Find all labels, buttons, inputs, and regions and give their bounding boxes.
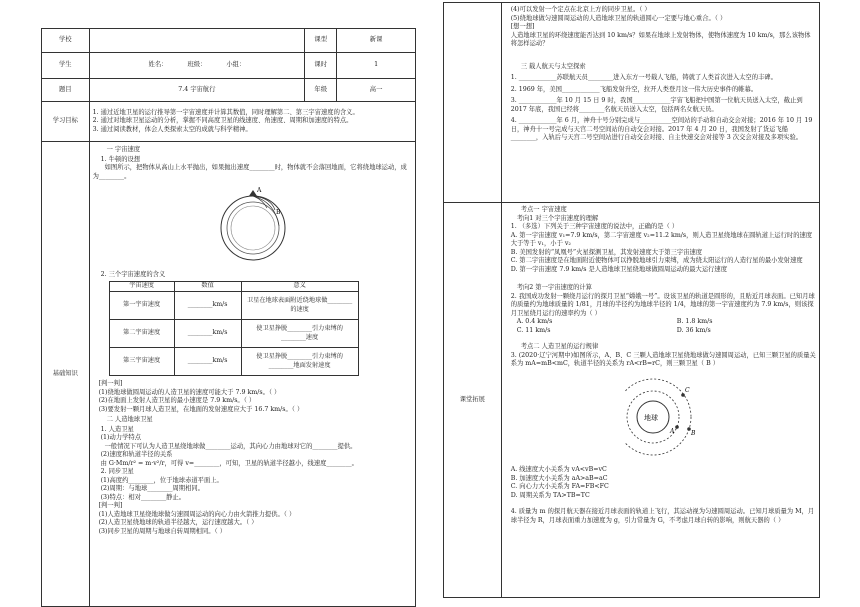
q3-option: B. 加速度大小关系为 aA>aB=aC [510,474,608,482]
q1-stem: 1. （多选）下列关于三种宇宙速度的说法中，正确的是（ ） [510,223,679,230]
q1-option: C. 第二宇宙速度是在地面附近使物体可以挣脱地球引力束缚，成为绕太阳运行的人造行星的最小发射速度 [510,257,803,264]
think-text: 人造地球卫星的环绕速度能否达到 10 km/s？如果在地球上发射物体，使物体速度为 10 km/s，那么该物体将怎样运动？ [510,31,811,47]
q2-options-row [517,327,816,336]
school-label: 学校 [42,29,90,53]
satellite-a-dot [675,425,679,429]
q3-option: A. 线速度大小关系为 vA<vB=vC [510,466,607,473]
q1-option: B. 美国发射的“凤凰号”火星探测卫星，其发射速度大于第三宇宙速度 [510,248,703,256]
course-type-label: 课型 [305,29,337,53]
top-item: (4)可以发射一个定点在北京上方的同步卫星。（ ） [510,6,651,13]
think-title: [想一想] [510,23,535,30]
goal-item: 2. 通过对地球卫星运动的分析，掌握不同高度卫星的线速度、角速度、周期和加速度的特点。 [92,117,353,125]
s3-item: 4. ____________年 6 月，神舟十号分别完成与__________空间站的手动和自动交会对接；2016 年 10 月 19 日，神舟十一号完成与天宫二号空间站的自动交会对接。2017 年 4 月 20 日，我国发射了货运飞船________，入轨后与天宫二号空间站进行自动交会对接、自主快速交会对接等 3 次交会对接及多项实验。 [510,117,813,141]
s1-item2-title: 2. 三个宇宙速度的含义 [100,270,166,278]
q2-option: A. 0.4 km/s [516,318,553,325]
school-value [89,29,305,53]
quiz2-item: (1)人造地球卫星绕地球做匀速圆周运动的向心力由火箭推力提供。（ ） [98,510,296,518]
speed-table-header: 数值 [174,282,241,292]
s3-item: 1. ____________苏联航天员________进入东方一号载人飞船，铸就了人类首次进入太空的丰碑。 [510,74,777,81]
q1-option: A. 第一宇宙速度 v₁=7.9 km/s，第二宇宙速度 v₂=11.2 km/s，则人造卫星绕地球在圆轨道上运行时的速度大于等于 v₁，小于 v₂ [510,231,813,247]
ext-label: 课堂拓展 [444,203,502,598]
s2-item2-line: (2)周期：与地球________周期相同。 [100,485,204,492]
speed-meaning: 使卫星挣脱________引力束缚的________地面发射速度 [241,348,358,376]
course-type-value: 新课 [337,29,416,53]
s2-item1-title: 1. 人造卫星 [100,425,134,433]
q3-stem: 3. (2020·辽宁河期中)如图所示，A、B、C 三颗人造地球卫星绕地球做匀速圆周运动，已知三颗卫星的质量关系为 mA=mB<mC，轨道半径的关系为 rA<rB=rC，则三颗卫星（ B ） [510,351,816,367]
sat-a-label: A [669,427,675,435]
section1-title: 一 宇宙速度 [106,146,141,153]
q2-option: D. 36 km/s [676,326,711,334]
point1-title: 考点一 宇宙速度 [520,206,567,213]
left-page [0,0,416,607]
cosmic-speed-table [109,281,359,376]
s2-sub1-text: 一般情况下可认为人造卫星绕地球做________运动，其向心力由地球对它的________提供。 [104,442,357,450]
s2-sub2: (2)速度和轨道半径的关系 [100,451,173,458]
goals-label: 学习目标 [42,102,90,142]
fig-label-a: A [256,187,261,194]
grade-value: 高一 [337,79,416,102]
topic-value: 7.4 宇宙航行 [89,79,305,102]
right-worksheet-table [443,2,820,598]
speed-name: 第一宇宙速度 [109,292,174,320]
quiz1-item: (2)在地面上发射人造卫星的最小速度是 7.9 km/s。（ ） [98,397,256,404]
quiz1-title: [判一判] [98,380,123,387]
right-top-blank [444,3,502,203]
s3-item: 3. ____________年 10 月 15 日 9 时，我国____________宇宙飞船把中国第一位航天员送入太空，截止到 2017 年底，我国已经将________名航天员送入太空，包括两名女航天员。 [510,97,803,113]
sat-b-label: B [690,429,696,437]
section3-title: 三 载人航天与太空探索 [520,62,586,70]
s2-sub1: (1)动力学特点 [100,434,141,441]
s2-item2-title: 2. 同步卫星 [100,468,134,475]
basics-label: 基础知识 [42,142,90,607]
student-label: 学生 [42,53,90,79]
speed-value: ________km/s [174,292,241,320]
sat-c-label: C [684,386,690,394]
quiz2-item: (3)同步卫星的周期与地球自转周期相同。（ ） [98,527,227,535]
speed-value: ________km/s [174,348,241,376]
quiz2-item: (2)人造卫星绕地球的轨道半径越大，运行速度越大。（ ） [98,519,258,526]
s2-item2-line: (1)高度约________，位于地球赤道平面上。 [100,476,223,484]
grade-label: 年级 [305,79,337,102]
goal-item: 3. 通过阅读教材，体会人类探索太空的成就与科学精神。 [92,125,252,133]
q2-stem: 2. 我国成功发射一颗绕月运行的探月卫星“嫦娥一号”。设该卫星的轨道是圆形的，且贴近月球表面。已知月球的质量约为地球质量的 1/81，月球的半径约为地球半径的 1/4，地球的第一宇宙速度约为 7.9 km/s，则该探月卫星绕月运行的速率约为（ ） [510,292,815,317]
s1-item1-title: 1. 牛顿的设想 [100,155,141,163]
right-page [436,0,860,607]
section2-title: 二 人造地球卫星 [106,416,153,423]
q3-option: C. 向心力大小关系为 FA=FB<FC [510,483,609,490]
point1-sub1: 考向1 对三个宇宙速度的理解 [516,214,599,222]
newton-cannon-figure [213,184,303,264]
speed-name: 第二宇宙速度 [109,320,174,348]
satellite-orbit-figure [625,373,709,457]
top-item: (5)绕地球做匀速圆周运动的人造地球卫星的轨道圆心一定要与地心重合。（ ） [510,14,727,22]
ext-cell [501,203,819,598]
basics-cell [89,142,415,607]
quiz2-title: [判一判] [98,502,123,509]
point2-title: 考点二 人造卫星的运行规律 [520,343,599,350]
q3-option: D. 周期关系为 TA>TB=TC [510,491,590,499]
topic-label: 题目 [42,79,90,102]
page-gutter [416,0,436,607]
speed-meaning: 使卫星挣脱________引力束缚的________速度 [241,320,358,348]
point1-sub2: 考向2 第一宇宙速度的计算 [516,284,592,291]
fig-label-b: B [275,209,281,216]
speed-meaning: 卫星在地球表面附近绕地球做________的速度 [241,292,358,320]
student-info-fields: 姓名： 班级： 小组： [89,53,305,79]
q4-stem: 4. 质量为 m 的探月航天器在接近月球表面的轨道上飞行，其运动视为匀速圆周运动。已知月球质量为 M，月球半径为 R，月球表面重力加速度为 g，引力常量为 G，不考虑月球自转的影响，则航天器的（ ） [510,508,815,524]
goals-cell [89,102,415,142]
q2-options-row [517,318,816,327]
earth-label: 地球 [643,413,658,422]
speed-name: 第三宇宙速度 [109,348,174,376]
speed-value: ________km/s [174,320,241,348]
q2-option: C. 11 km/s [516,326,551,334]
s2-item2-line: (3)特点：相对________静止。 [100,493,186,501]
quiz1-item: (3)要发射一颗月球人造卫星，在地面的发射速度应大于 16.7 km/s。（ ） [98,405,304,413]
speed-table-header: 宇宙速度 [109,282,174,292]
period-value: 1 [337,53,416,79]
quiz1-item: (1)绕地球做圆周运动的人造卫星的速度可能大于 7.9 km/s。（ ） [98,388,281,396]
s1-item1-text: 如图所示，把物体从高山上水平抛出，如果抛出速度________时，物体就不会落回地面，它将绕地球运动，成为________。 [92,164,407,180]
right-top-cell [501,3,819,203]
q1-option: D. 第一宇宙速度 7.9 km/s 是人造地球卫星绕地球做圆周运动的最大运行速度 [510,265,728,273]
s3-item: 2. 1969 年，美国____________飞船发射升空，拉开人类登月这一伟大历史事件的帷幕。 [510,85,758,93]
period-label: 课时 [305,53,337,79]
left-worksheet-table [41,28,416,607]
q2-option: B. 1.8 km/s [676,318,713,325]
speed-table-header: 意义 [241,282,358,292]
goal-item: 1. 通过近地卫星的运行推导第一宇宙速度并计算其数值，同时理解第二、第三宇宙速度的含义。 [92,108,359,116]
s2-sub2-text: 由 G·Mm/r² = m·v²/r，可得 v=________，可知，卫星的轨道半径越小，线速度________。 [100,459,358,467]
